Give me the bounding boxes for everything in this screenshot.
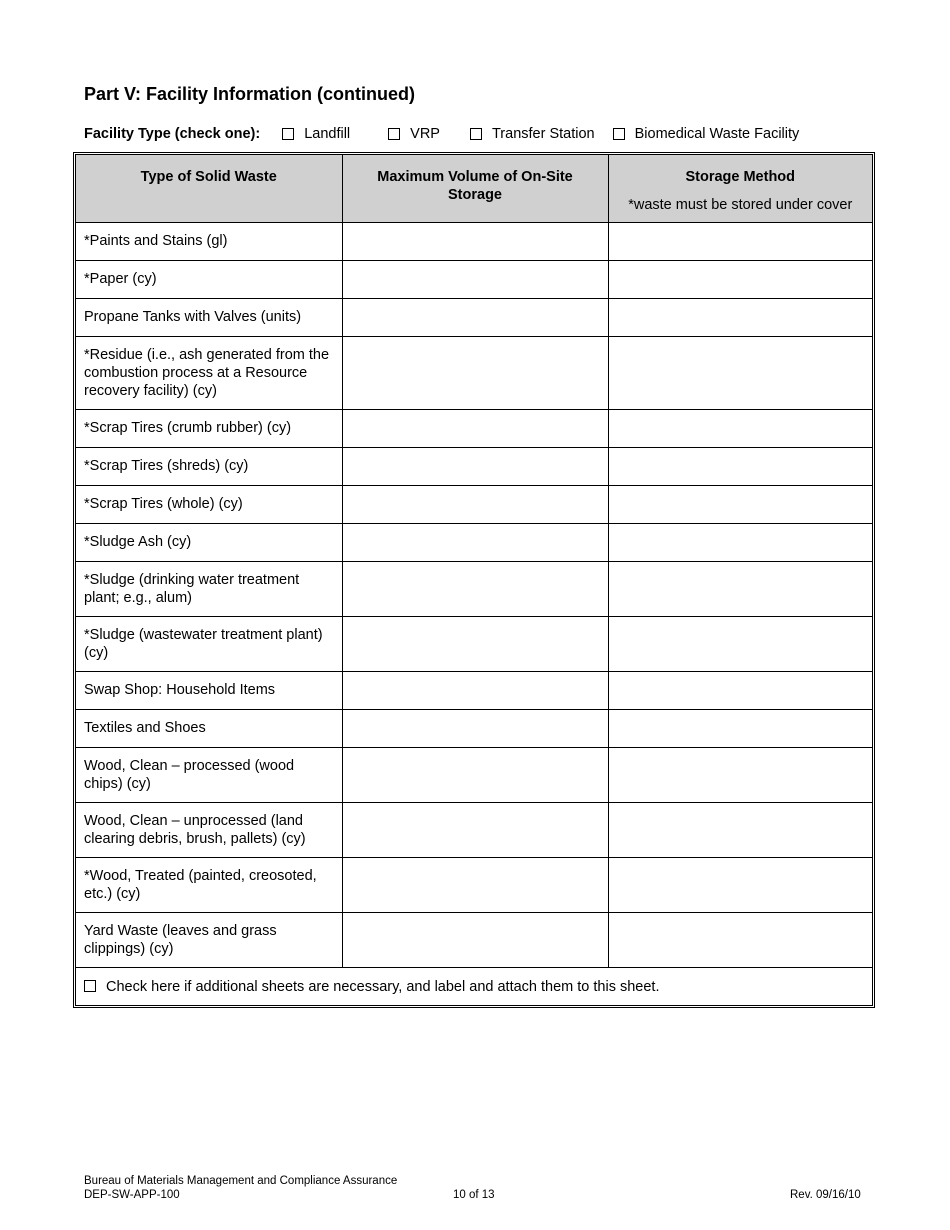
- table-row: [76, 912, 872, 967]
- volume-input-cell[interactable]: [342, 222, 608, 260]
- page-title: Part V: Facility Information (continued): [84, 84, 416, 104]
- method-input-cell[interactable]: [608, 616, 872, 671]
- volume-input-cell[interactable]: [342, 616, 608, 671]
- waste-type-cell: *Residue (i.e., ash generated from the combustion process at a Resource recovery facility) (cy): [76, 336, 342, 409]
- table-row: [76, 709, 872, 747]
- biomedical-checkbox[interactable]: [613, 128, 625, 140]
- table-row: [76, 561, 872, 616]
- method-input-cell[interactable]: [608, 222, 872, 260]
- waste-type-cell: Textiles and Shoes: [76, 709, 342, 747]
- volume-input-cell[interactable]: [342, 447, 608, 485]
- header-waste-type: Type of Solid Waste: [76, 155, 342, 222]
- table-row: [76, 447, 872, 485]
- footer-left: [84, 1174, 397, 1202]
- method-input-cell[interactable]: [608, 298, 872, 336]
- solid-waste-table: [73, 152, 875, 1008]
- facility-type-label: Facility Type (check one):: [84, 126, 261, 142]
- volume-input-cell[interactable]: [342, 523, 608, 561]
- transfer-station-checkbox[interactable]: [470, 128, 482, 140]
- waste-type-cell: Yard Waste (leaves and grass clippings) (cy): [76, 912, 342, 967]
- method-input-cell[interactable]: [608, 447, 872, 485]
- waste-type-cell: *Scrap Tires (shreds) (cy): [76, 447, 342, 485]
- option-biomedical: [613, 126, 800, 142]
- vrp-checkbox[interactable]: [388, 128, 400, 140]
- landfill-label: Landfill: [304, 126, 351, 142]
- header-max-volume: Maximum Volume of On-Site Storage: [342, 155, 608, 222]
- method-input-cell[interactable]: [608, 857, 872, 912]
- method-input-cell[interactable]: [608, 671, 872, 709]
- option-landfill: [282, 126, 350, 142]
- additional-sheets-cell: [76, 967, 872, 1005]
- volume-input-cell[interactable]: [342, 409, 608, 447]
- waste-type-cell: *Paints and Stains (gl): [76, 222, 342, 260]
- footer-form-id: DEP-SW-APP-100: [84, 1189, 180, 1201]
- volume-input-cell[interactable]: [342, 747, 608, 802]
- waste-type-cell: *Paper (cy): [76, 260, 342, 298]
- table-row: [76, 671, 872, 709]
- transfer-station-label: Transfer Station: [491, 126, 595, 142]
- method-input-cell[interactable]: [608, 336, 872, 409]
- waste-type-cell: Wood, Clean – unprocessed (land clearing debris, brush, pallets) (cy): [76, 802, 342, 857]
- waste-type-cell: *Sludge (drinking water treatment plant; e.g., alum): [76, 561, 342, 616]
- method-input-cell[interactable]: [608, 747, 872, 802]
- volume-input-cell[interactable]: [342, 336, 608, 409]
- vrp-label: VRP: [410, 126, 440, 142]
- table-row: [76, 409, 872, 447]
- footer-page-number: 10 of 13: [453, 1189, 495, 1201]
- method-input-cell[interactable]: [608, 802, 872, 857]
- table-row: [76, 336, 872, 409]
- waste-type-cell: *Scrap Tires (crumb rubber) (cy): [76, 409, 342, 447]
- table-row: [76, 747, 872, 802]
- biomedical-label: Biomedical Waste Facility: [634, 126, 800, 142]
- method-input-cell[interactable]: [608, 709, 872, 747]
- waste-type-cell: *Wood, Treated (painted, creosoted, etc.) (cy): [76, 857, 342, 912]
- table-row: [76, 485, 872, 523]
- volume-input-cell[interactable]: [342, 298, 608, 336]
- waste-type-cell: Wood, Clean – processed (wood chips) (cy): [76, 747, 342, 802]
- method-input-cell[interactable]: [608, 260, 872, 298]
- table-row: [76, 802, 872, 857]
- additional-sheets-label: Check here if additional sheets are necessary, and label and attach them to this sheet.: [106, 978, 660, 995]
- table-row: [76, 222, 872, 260]
- waste-type-cell: *Sludge Ash (cy): [76, 523, 342, 561]
- waste-type-cell: *Scrap Tires (whole) (cy): [76, 485, 342, 523]
- table-header-row: [76, 155, 872, 222]
- method-input-cell[interactable]: [608, 523, 872, 561]
- storage-method-note: *waste must be stored under cover: [628, 197, 853, 213]
- table-row: [76, 616, 872, 671]
- table-row: [76, 857, 872, 912]
- landfill-checkbox[interactable]: [282, 128, 294, 140]
- footer-revision: Rev. 09/16/10: [790, 1189, 861, 1201]
- additional-sheets-row: [76, 967, 872, 1005]
- volume-input-cell[interactable]: [342, 485, 608, 523]
- volume-input-cell[interactable]: [342, 802, 608, 857]
- storage-method-title: Storage Method: [685, 169, 796, 185]
- volume-input-cell[interactable]: [342, 260, 608, 298]
- table-row: [76, 260, 872, 298]
- method-input-cell[interactable]: [608, 561, 872, 616]
- method-input-cell[interactable]: [608, 409, 872, 447]
- volume-input-cell[interactable]: [342, 671, 608, 709]
- volume-input-cell[interactable]: [342, 912, 608, 967]
- option-vrp: [388, 126, 440, 142]
- option-transfer-station: [470, 126, 595, 142]
- volume-input-cell[interactable]: [342, 561, 608, 616]
- additional-sheets-checkbox[interactable]: [84, 980, 96, 992]
- method-input-cell[interactable]: [608, 912, 872, 967]
- volume-input-cell[interactable]: [342, 709, 608, 747]
- method-input-cell[interactable]: [608, 485, 872, 523]
- volume-input-cell[interactable]: [342, 857, 608, 912]
- waste-type-cell: *Sludge (wastewater treatment plant) (cy): [76, 616, 342, 671]
- table-row: [76, 298, 872, 336]
- footer-bureau: Bureau of Materials Management and Compliance Assurance: [84, 1175, 398, 1187]
- facility-type-row: [84, 125, 799, 143]
- waste-type-cell: Swap Shop: Household Items: [76, 671, 342, 709]
- table-row: [76, 523, 872, 561]
- waste-type-cell: Propane Tanks with Valves (units): [76, 298, 342, 336]
- header-storage-method: [608, 155, 872, 222]
